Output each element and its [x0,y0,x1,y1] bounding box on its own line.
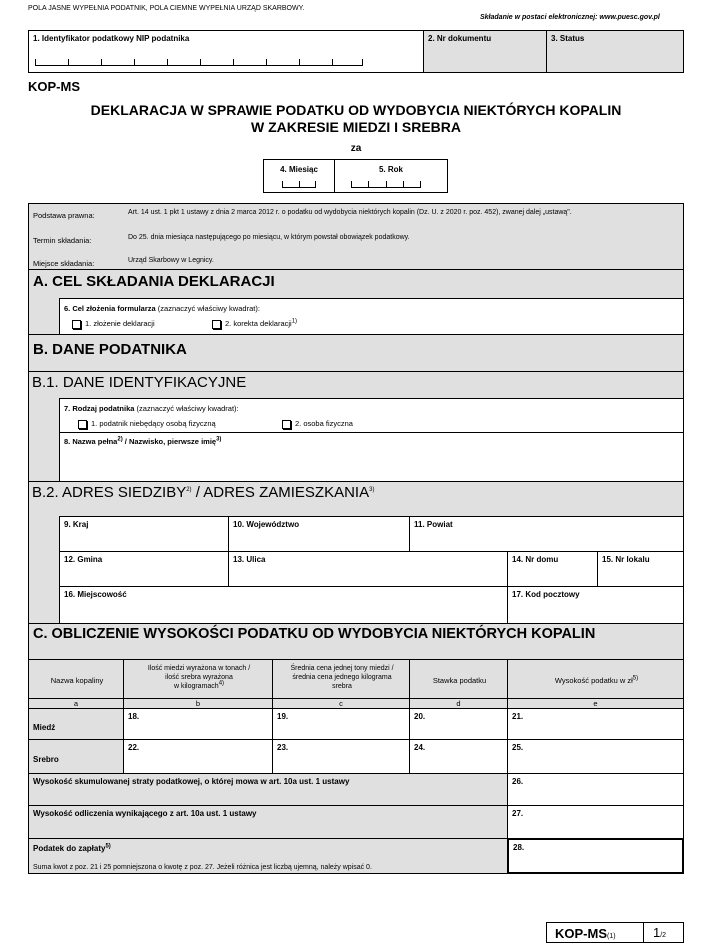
field-25[interactable]: 25. [507,739,684,774]
form-code: KOP-MS [28,79,80,94]
field-15-apartment-number[interactable]: 15. Nr lokalu [597,551,684,587]
tax-due-label: Podatek do zapłaty$^{5)}$ Suma kwot z poz. 21 i 25 pomniejszona o kwotę z poz. 27. Jeżeli różnica jest liczbą ujemną, należy wpisać 0. [28,838,508,874]
col-letter-d: d [409,698,508,709]
col-header-tax-amount: Wysokość podatku w $zł^{5)}$ [507,659,684,699]
electronic-note: Składanie w postaci elektronicznej: www.puesc.gov.pl [480,14,660,21]
field-23[interactable]: 23. [272,739,410,774]
legal-basis-text: Art. 14 ust. 1 pkt 1 ustawy z dnia 2 marca 2012 r. o podatku od wydobycia niektórych kopalin (Dz. U. z 2020 r. poz. 452), zwanej dalej „ustawą". [128,209,572,216]
field-17-postal-code[interactable]: 17. Kod pocztowy [507,586,684,624]
row-copper-label: Miedź [28,708,124,740]
checkbox-icon[interactable] [282,420,291,429]
col-header-average-price: Średnia cena jednej tony miedzi / średnia cena jednego kilograma srebra [272,659,410,699]
deduction-label: Wysokość odliczenia wynikającego z art. 10a ust. 1 ustawy [28,805,508,839]
deadline-text: Do 25. dnia miesiąca następującego po miesiącu, w którym powstał obowiązek podatkowy. [128,234,410,241]
za-label: za [350,143,362,154]
legal-basis-label: Podstawa prawna: [33,211,95,220]
checkbox-icon[interactable] [212,320,221,329]
checkbox-icon[interactable] [72,320,81,329]
section-b2-title: B.2. ADRES SIEDZIBY$^{2)}$ / ADRES ZAMIESZKANIA$^{3)}$ [32,484,375,501]
field-20[interactable]: 20. [409,708,508,740]
col-header-tax-rate: Stawka podatku [409,659,508,699]
tax-due-note: Suma kwot z poz. 21 i 25 pomniejszona o kwotę z poz. 27. Jeżeli różnica jest liczbą ujemną, należy wpisać 0. [33,864,372,871]
field-21[interactable]: 21. [507,708,684,740]
section-c-title: C. OBLICZENIE WYSOKOŚCI PODATKU OD WYDOBYCIA NIEKTÓRYCH KOPALIN [33,626,596,642]
footer-form-code: KOP-MS(1) [555,926,616,941]
section-c [28,623,684,660]
field-19[interactable]: 19. [272,708,410,740]
col-letter-a: a [28,698,124,709]
field-28[interactable]: 28. [507,838,684,874]
title-line-2: W ZAKRESIE MIEDZI I SREBRA [250,119,461,135]
page-number: 1/2 [653,925,667,940]
document-number-field: 2. Nr dokumentu [423,30,547,73]
option-submit-declaration[interactable]: 1. złożenie deklaracji [72,319,155,329]
field-9-country[interactable]: 9. Kraj [59,516,229,552]
field-10-voivodeship[interactable]: 10. Województwo [228,516,410,552]
option-correction[interactable]: 2. korekta deklaracji$^{1)}$ [212,319,297,329]
field-7-taxpayer-type: 7. Rodzaj podatnika (zaznaczyć właściwy kwadrat): 1. podatnik niebędący osobą fizyczną 2. osoba fizyczna [59,398,684,433]
place-text: Urząd Skarbowy w Legnicy. [128,257,214,264]
field-16-city[interactable]: 16. Miejscowość [59,586,508,624]
cumulative-loss-label: Wysokość skumulowanej straty podatkowej, o której mowa w art. 10a ust. 1 ustawy [28,773,508,806]
section-b1-title: B.1. DANE IDENTYFIKACYJNE [32,374,247,391]
field-12-commune[interactable]: 12. Gmina [59,551,229,587]
month-field[interactable]: 4. Miesiąc [263,159,335,193]
field-13-street[interactable]: 13. Ulica [228,551,508,587]
footer-code-box [546,922,684,943]
field-8-name[interactable]: 8. Nazwa pełna$^{2)}$ / Nazwisko, pierwsze imię$^{3)}$ [59,432,684,482]
field-14-house-number[interactable]: 14. Nr domu [507,551,598,587]
section-b-title: B. DANE PODATNIKA [33,341,187,358]
field-27[interactable]: 27. [507,805,684,839]
row-silver-label: Srebro [28,739,124,774]
nip-ticks [35,59,363,66]
field-24[interactable]: 24. [409,739,508,774]
col-letter-b: b [123,698,273,709]
place-label: Miejsce składania: [33,259,95,268]
nip-field[interactable]: 1. Identyfikator podatkowy NIP podatnika [28,30,424,73]
field-11-county[interactable]: 11. Powiat [409,516,684,552]
deadline-label: Termin składania: [33,236,92,245]
field-26[interactable]: 26. [507,773,684,806]
col-header-quantity: Ilość miedzi wyrażona w tonach / ilość srebra wyrażona w kilogramach$^{4)}$ [123,659,273,699]
title-line-1: DEKLARACJA W SPRAWIE PODATKU OD WYDOBYCIA NIEKTÓRYCH KOPALIN [90,102,622,118]
option-non-natural-person[interactable]: 1. podatnik niebędący osobą fizyczną [78,419,216,429]
status-field: 3. Status [546,30,684,73]
col-letter-e: e [507,698,684,709]
top-note: POLA JASNE WYPEŁNIA PODATNIK, POLA CIEMNE WYPEŁNIA URZĄD SKARBOWY. [28,5,305,12]
col-header-mineral: Nazwa kopaliny [28,659,124,699]
section-a-title: A. CEL SKŁADANIA DEKLARACJI [33,273,275,290]
field-18[interactable]: 18. [123,708,273,740]
checkbox-icon[interactable] [78,420,87,429]
col-letter-c: c [272,698,410,709]
info-block [28,203,684,270]
option-natural-person[interactable]: 2. osoba fizyczna [282,419,353,429]
year-field[interactable]: 5. Rok [334,159,448,193]
field-22[interactable]: 22. [123,739,273,774]
field-6-purpose: 6. Cel złożenia formularza (zaznaczyć właściwy kwadrat): 1. złożenie deklaracji 2. korekta deklaracji$^{1)}$ [59,298,684,335]
